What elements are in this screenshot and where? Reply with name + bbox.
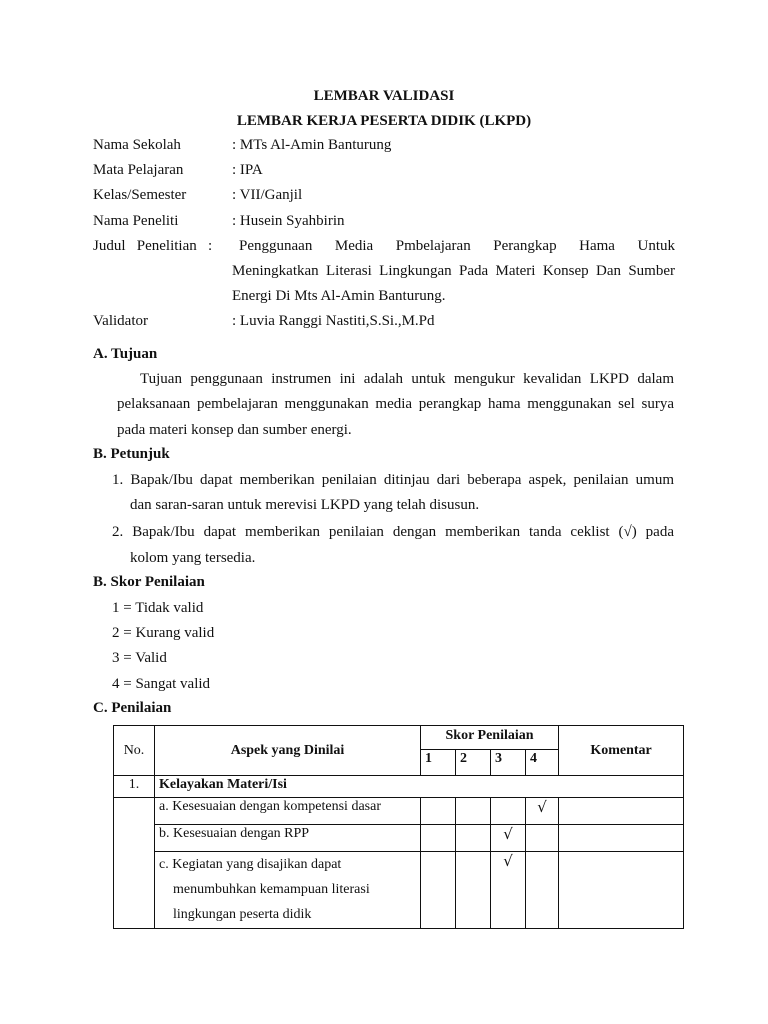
header-score-2: 2 <box>456 750 491 776</box>
komentar-cell[interactable] <box>559 852 684 929</box>
row-no-empty <box>114 798 155 825</box>
score-cell[interactable] <box>456 825 491 852</box>
score-cell[interactable] <box>491 825 526 852</box>
score-cell[interactable] <box>526 798 559 825</box>
table-row <box>114 798 684 825</box>
tujuan-line-3: pada materi konsep dan sumber energi. <box>117 422 352 438</box>
score-cell[interactable] <box>421 798 456 825</box>
value-judul-line-1: Penggunaan Media Pmbelajaran Perangkap Hama Untuk <box>239 238 675 254</box>
value-kelas-semester: : VII/Ganjil <box>232 187 303 203</box>
score-cell[interactable] <box>421 825 456 852</box>
document-subtitle: LEMBAR KERJA PESERTA DIDIK (LKPD) <box>236 113 532 129</box>
petunjuk-item-1-line-2: dan saran-saran untuk merevisi LKPD yang telah disusun. <box>130 497 480 513</box>
section-title: Kelayakan Materi/Isi <box>155 776 684 798</box>
header-komentar: Komentar <box>559 726 684 776</box>
aspek-literasi-line-3: lingkungan peserta didik <box>173 907 312 922</box>
heading-skor-penilaian: B. Skor Penilaian <box>93 574 205 590</box>
heading-petunjuk: B. Petunjuk <box>93 446 170 462</box>
heading-tujuan: A. Tujuan <box>93 346 158 362</box>
skor-item-2: 2 = Kurang valid <box>112 625 215 641</box>
aspek-literasi-line-2: menumbuhkan kemampuan literasi <box>173 882 370 897</box>
value-validator: : Luvia Ranggi Nastiti,S.Si.,M.Pd <box>232 313 435 329</box>
table-row <box>114 825 684 852</box>
value-judul-line-3: Energi Di Mts Al-Amin Banturung. <box>232 288 446 304</box>
score-cell[interactable] <box>526 825 559 852</box>
heading-penilaian: C. Penilaian <box>93 700 172 716</box>
score-cell[interactable] <box>491 852 526 929</box>
tujuan-line-2: pelaksanaan pembelajaran menggunakan media perangkap hama menggunakan sel surya <box>117 396 674 412</box>
check-icon: √ <box>537 798 547 816</box>
label-mata-pelajaran: Mata Pelajaran <box>93 162 184 178</box>
skor-item-3: 3 = Valid <box>112 650 167 666</box>
label-judul-penelitian: Judul Penelitian : <box>93 238 213 254</box>
score-cell[interactable] <box>491 798 526 825</box>
petunjuk-item-2-line-1: 2. Bapak/Ibu dapat memberikan penilaian dengan memberikan tanda ceklist (√) pada <box>112 524 674 540</box>
label-nama-sekolah: Nama Sekolah <box>93 137 181 153</box>
value-nama-sekolah: : MTs Al-Amin Banturung <box>232 137 392 153</box>
aspek-literasi-line-1: c. Kegiatan yang disajikan dapat <box>159 857 342 872</box>
aspek-literasi-lingkungan <box>155 852 421 929</box>
label-validator: Validator <box>93 313 148 329</box>
document-title: LEMBAR VALIDASI <box>313 88 455 104</box>
header-score-1: 1 <box>421 750 456 776</box>
score-cell[interactable] <box>456 852 491 929</box>
komentar-cell[interactable] <box>559 798 684 825</box>
section-number: 1. <box>114 776 155 798</box>
value-judul-line-2: Meningkatkan Literasi Lingkungan Pada Materi Konsep Dan Sumber <box>232 263 675 279</box>
aspek-rpp: b. Kesesuaian dengan RPP <box>155 825 421 852</box>
row-no-empty <box>114 852 155 929</box>
value-mata-pelajaran: : IPA <box>232 162 263 178</box>
penilaian-table <box>113 725 684 929</box>
petunjuk-item-1-line-1: 1. Bapak/Ibu dapat memberikan penilaian ditinjau dari beberapa aspek, penilaian umum <box>112 472 674 488</box>
value-nama-peneliti: : Husein Syahbirin <box>232 213 345 229</box>
row-no-empty <box>114 825 155 852</box>
header-aspek: Aspek yang Dinilai <box>155 726 421 776</box>
header-skor-penilaian: Skor Penilaian <box>421 726 559 750</box>
check-icon: √ <box>503 825 513 843</box>
score-cell[interactable] <box>421 852 456 929</box>
table-row <box>114 852 684 929</box>
label-kelas-semester: Kelas/Semester <box>93 187 187 203</box>
label-nama-peneliti: Nama Peneliti <box>93 213 179 229</box>
score-cell[interactable] <box>526 852 559 929</box>
header-no: No. <box>114 726 155 776</box>
skor-item-1: 1 = Tidak valid <box>112 600 204 616</box>
komentar-cell[interactable] <box>559 825 684 852</box>
aspek-kompetensi-dasar: a. Kesesuaian dengan kompetensi dasar <box>155 798 421 825</box>
score-cell[interactable] <box>456 798 491 825</box>
check-icon: √ <box>503 852 513 870</box>
header-score-3: 3 <box>491 750 526 776</box>
tujuan-line-1: Tujuan penggunaan instrumen ini adalah untuk mengukur kevalidan LKPD dalam <box>140 371 674 387</box>
table-section-row <box>114 776 684 798</box>
petunjuk-item-2-line-2: kolom yang tersedia. <box>130 550 256 566</box>
skor-item-4: 4 = Sangat valid <box>112 676 211 692</box>
header-score-4: 4 <box>526 750 559 776</box>
